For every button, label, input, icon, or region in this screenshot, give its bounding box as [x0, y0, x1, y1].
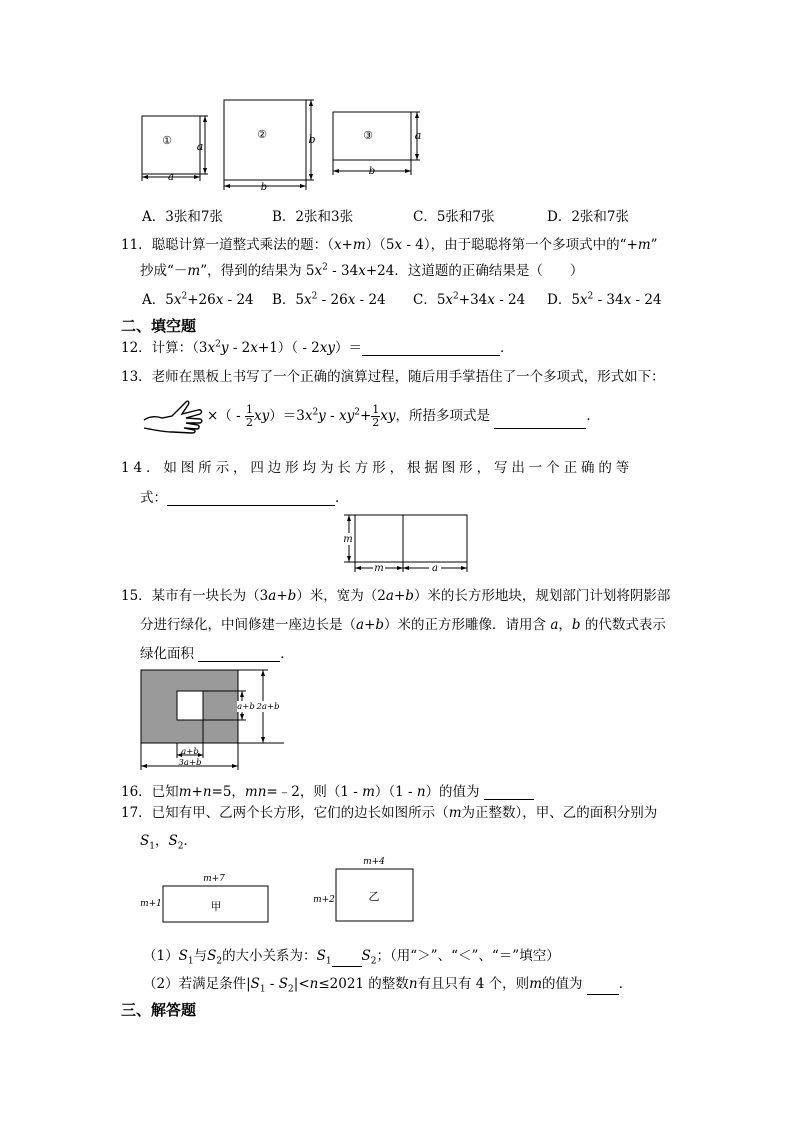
q17-part-1: $(1)S_1$与$S_2$的大小关系为：$S_1$ $S_2$；（用“＞”、“＜”、“＝”填空）	[143, 948, 560, 967]
q11-line-2: 抄成“－m”，得到的结果为 $5x^2 - 34x+24$．这道题的正确结果是（ ）	[140, 262, 584, 279]
svg-text:3a+b: 3a+b	[178, 758, 202, 768]
q15-answer-blank[interactable]	[198, 647, 280, 662]
q17-line-2: $S_1$，$S_2$．	[140, 833, 197, 852]
q11-line-1: 11．聪聪计算一道整式乘法的题：（x+m）（5x - 4），由于聪聪将第一个多项式中的“+m”	[121, 237, 658, 253]
q15-line-3: 绿化面积 ．	[140, 646, 294, 662]
q11-option-d: D．$5x^2 - 34x - 24$	[547, 291, 662, 308]
figure-q15	[136, 668, 286, 772]
q10-option-b: B．2张和3张	[272, 209, 354, 225]
q12-answer-blank[interactable]	[362, 341, 500, 356]
q14-answer-blank[interactable]	[167, 491, 335, 506]
q14-line-2: 式： ．	[140, 490, 349, 506]
q13-line-1: 13．老师在黑板上书写了一个正确的演算过程，随后用手掌捂住了一个多项式，形式如下：	[121, 369, 665, 385]
q16-answer-blank[interactable]	[484, 785, 534, 800]
svg-text:b: b	[260, 182, 268, 193]
q17-part-2: （2）若满足条件$|S_1 - S_2|<n\le 2021$ 的整数n有且只有 4 个，则m的值为 ．	[143, 976, 633, 995]
label-yi: 乙	[368, 890, 380, 903]
svg-text:m: m	[343, 534, 353, 545]
svg-text:m+2: m+2	[313, 895, 335, 905]
svg-text:m+7: m+7	[203, 874, 225, 884]
q13-answer-blank[interactable]	[494, 414, 586, 429]
q13-line-2: ×（ - $\frac{1}{2}$ $xy)=3x^2y - xy^2+$ $\frac{1}{2}$ xy，所捂多项式是 ．	[207, 403, 600, 429]
svg-text:m+4: m+4	[363, 857, 385, 867]
svg-text:m+1: m+1	[140, 899, 162, 909]
svg-text:a: a	[168, 172, 174, 183]
figure-q14	[340, 512, 472, 574]
square-2-label: ②	[257, 128, 267, 141]
q11-option-a: A．$5x^2+26x - 24$	[142, 291, 254, 308]
q10-option-a: A．3张和7张	[142, 209, 223, 225]
svg-text:a: a	[414, 129, 422, 142]
section-2-heading: 二、填空题	[121, 317, 197, 335]
label-jia: 甲	[210, 900, 222, 913]
svg-text:2a+b: 2a+b	[256, 702, 280, 712]
figure-q17	[136, 852, 426, 932]
q10-option-c: C．5张和7张	[413, 209, 495, 225]
svg-text:m: m	[374, 563, 384, 574]
q11-option-b: B．$5x^2 - 26x - 24$	[272, 291, 386, 308]
rect-3-label: ③	[363, 129, 373, 142]
svg-text:a: a	[196, 140, 204, 153]
section-3-heading: 三、解答题	[121, 1001, 197, 1019]
fraction-half-2: $\frac{1}{2}$	[372, 403, 380, 429]
fraction-half: $\frac{1}{2}$	[245, 403, 253, 429]
svg-text:a: a	[432, 563, 438, 574]
hand-icon	[142, 392, 204, 434]
svg-text:a+b: a+b	[181, 747, 199, 757]
svg-text:b: b	[308, 133, 316, 146]
svg-text:a+b: a+b	[237, 702, 255, 712]
q12-line: 12．计算：$(3x^2y - 2x+1)( - 2xy)=$ ．	[121, 339, 514, 356]
q15-line-2: 分进行绿化，中间修建一座边长是（a+b）米的正方形雕像．请用含 a，b 的代数式表示	[140, 617, 666, 633]
q11-option-c: C．$5x^2+34x - 24$	[413, 291, 526, 308]
q17-part1-blank[interactable]	[332, 952, 362, 967]
q16-line: 16．已知m+n=5，mn=﹣2，则（1 - m）（1 - n）的值为	[121, 780, 534, 800]
q17-part2-blank[interactable]	[587, 980, 619, 995]
q17-line-1: 17．已知有甲、乙两个长方形，它们的边长如图所示（m为正整数），甲、乙的面积分别为	[121, 805, 658, 821]
q15-line-1: 15．某市有一块长为（3a+b）米，宽为（2a+b）米的长方形地块，规划部门计划将阴影部	[121, 588, 671, 604]
q14-line-1: 14．如图所示，四边形均为长方形，根据图形，写出一个正确的等	[121, 460, 634, 476]
svg-text:b: b	[368, 166, 376, 177]
q10-option-d: D．2张和7张	[547, 209, 630, 225]
square-1-label: ①	[162, 134, 172, 147]
figure-shapes	[130, 95, 440, 195]
